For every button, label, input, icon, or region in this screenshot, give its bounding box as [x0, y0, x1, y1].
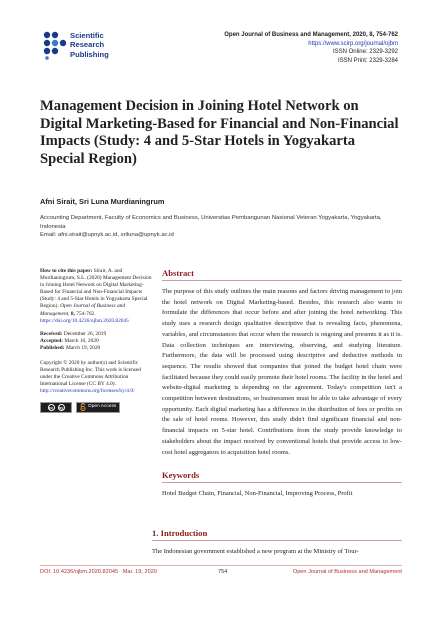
abstract-text: The purpose of this study outlines the main reasons and factors driving management to join the hotel network on Digital Marketing-based. Besides, this research also wants to formulate the differences that occur before and after joining the hotel networking. This study uses a research design qualitative descriptive that is revealing facts, phenomena, variables, and circumstances that occur when the research is ongoing and presents it as it is. Data collection techniques are interviewing, observing, and studying literature. Furthermore, the data will be processed using descriptive and deductive methods in sequence. The results showed that companies that joined the budget hotel chain were facilitated because they could easily promote their hotel rooms. The facility in the hotel and website-digital marketing is depending on the agreement. Today's competition isn't a competition between destinations, so businessmen must be able to take advantage of every opportunity. Each digital marketing has a difference in the distribution of fees or profits on the sale of hotel rooms. However, this study didn't find significant financial and non-financial impacts on 5-star hotel. Contributions from the study provide knowledge to stakeholders about the impact received by conventional hotels that provide access to low-cost hotel aggregators to acquisition hotel rooms. [162, 288, 402, 456]
copyright-notice [40, 360, 152, 395]
publisher-name-line-1: Scientific [70, 31, 104, 40]
paper-authors: Afni Sirait, Sri Luna Murdianingrum [40, 197, 165, 206]
accepted-date-row [40, 338, 152, 345]
license-badges [40, 402, 152, 413]
open-lock-icon [80, 403, 86, 411]
journal-citation-line: Open Journal of Business and Management, 2020, 8, 754-762 [224, 32, 398, 38]
received-date-row [40, 331, 152, 338]
publisher-name-line-2: Research [70, 40, 105, 50]
published-date-row [40, 345, 152, 352]
by-icon: by [58, 404, 64, 410]
page-number: 754 [218, 569, 228, 575]
cc-icon: cc [48, 404, 54, 410]
publisher-logo[interactable] [42, 28, 162, 64]
keywords-text: Hotel Budget Chain, Financial, Non-Financial, Improving Process, Profit [162, 490, 353, 498]
citation-sidebar [40, 268, 152, 413]
received-date: December 26, 2019 [63, 330, 107, 337]
publisher-name [70, 31, 109, 59]
footer-date: Mar. 19, 2020 [122, 569, 157, 575]
introduction-heading: 1. Introduction [152, 528, 402, 541]
cite-volume: 8, [70, 310, 75, 317]
abstract-heading: Abstract [162, 268, 402, 281]
published-date: March 19, 2020 [65, 344, 101, 351]
received-label: Received: [40, 330, 63, 337]
cite-doi-link[interactable]: https://doi.org/10.4236/ojbm.2020.82045 [40, 317, 129, 324]
scientific-research-publishing-logo-icon [42, 30, 66, 60]
introduction-text: The Indonesian government established a new program at the Ministry of Tour- [152, 548, 359, 555]
open-access-label: Open Access [88, 404, 117, 410]
published-label: Published: [40, 344, 65, 351]
cite-label: How to cite this paper: [40, 268, 93, 274]
affiliation-text: Accounting Department, Faculty of Economics and Business, Universitas Pembangunan Nasional Veteran Yogyakarta, Yogyakarta, Indonesia [40, 215, 382, 230]
keywords-heading: Keywords [162, 470, 402, 483]
paper-title: Management Decision in Joining Hotel Network on Digital Marketing-Based for Financial and Non-Financial Impacts (Study: 4 and 5-Star Hotels in Yogyakarta Special Region) [40, 98, 399, 167]
copyright-text: Copyright © 2020 by author(s) and Scientific Research Publishing Inc. This work is licensed under the Creative Commons Attribution International License (CC BY 4.0). [40, 360, 141, 388]
affiliation-block [40, 214, 402, 240]
page-footer [40, 569, 402, 579]
footer-divider [40, 565, 402, 566]
open-access-badge[interactable] [76, 402, 120, 413]
author-email: Email: afni.sirait@upnyk.ac.id, sriluna@upnyk.ac.id [40, 232, 174, 239]
cite-text: Sirait, A. and Murdianingrum, S.L. (2020) Management Decision in Joining Hotel Network on Digital Marketing-Based for Financial and Non-Financial Impacts (Study: 4 and 5-Star Hotels in Yogyakarta Special Region). [40, 268, 152, 310]
publisher-name-line-3: Publishing [70, 49, 109, 59]
how-to-cite [40, 268, 152, 325]
abstract-column [162, 268, 402, 498]
cite-pages: 754-762. [76, 310, 96, 317]
cc-by-badge[interactable] [40, 402, 72, 413]
journal-info [224, 31, 398, 65]
issn-online: ISSN Online: 2329-3292 [332, 49, 398, 56]
journal-url-link[interactable]: https://www.scirp.org/journal/ojbm [308, 40, 398, 47]
license-url-link[interactable]: http://creativecommons.org/licenses/by/4.0/ [40, 388, 135, 395]
accepted-date: March 16, 2020 [64, 337, 99, 344]
cite-journal: Open Journal of Business and Management, [40, 303, 126, 317]
footer-doi-date [40, 569, 157, 575]
accepted-label: Accepted: [40, 337, 64, 344]
footer-doi[interactable]: DOI: 10.4236/ojbm.2020.82045 [40, 569, 119, 575]
publication-dates [40, 331, 152, 352]
issn-print: ISSN Print: 2329-3284 [337, 57, 398, 64]
footer-journal-name: Open Journal of Business and Management [292, 569, 402, 575]
